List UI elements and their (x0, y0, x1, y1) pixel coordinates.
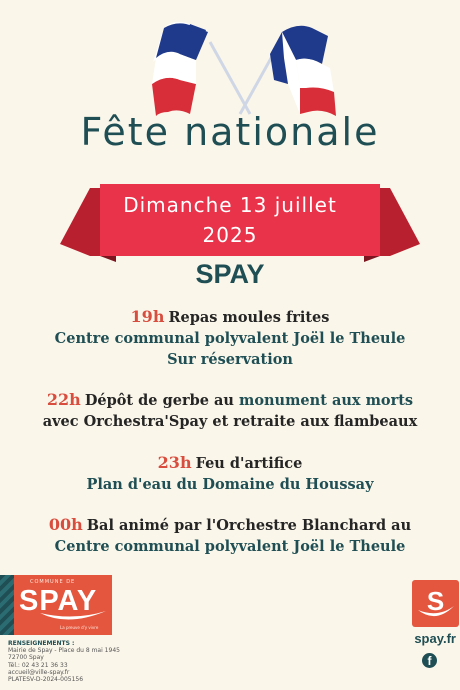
s-swoosh-icon (412, 580, 459, 627)
website-link[interactable]: spay.fr (414, 631, 456, 646)
info-phone: Tél.: 02 43 21 36 33 (8, 661, 68, 669)
event-time: 19h (130, 307, 165, 326)
french-flags-icon (150, 22, 340, 122)
event-time: 23h (157, 453, 192, 472)
event-description: Repas moules frites (168, 309, 330, 326)
event-location: Centre communal polyvalent Joël le Theule (54, 538, 406, 555)
event-19h (10, 306, 450, 370)
logo-small-text: COMMUNE DE (30, 579, 76, 585)
town-title: SPAY (195, 259, 265, 289)
event-location: monument aux morts (238, 392, 414, 409)
event-description: Feu d'artifice (195, 455, 303, 472)
event-23h (10, 452, 450, 495)
svg-text:S: S (426, 586, 445, 616)
spay-logo (0, 575, 112, 635)
contact-info (8, 640, 120, 683)
info-email: accueil@ville-spay.fr (8, 668, 70, 676)
event-date (100, 190, 360, 250)
logo-name: SPAY (19, 585, 98, 617)
event-time: 22h (46, 390, 81, 409)
event-location: Plan d'eau du Domaine du Houssay (86, 476, 374, 493)
info-license: PLATESV-D-2024-005156 (8, 676, 84, 684)
event-location: Centre communal polyvalent Joël le Theule (54, 330, 406, 347)
s-swoosh-logo-icon (412, 580, 459, 627)
info-address: Mairie de Spay - Place du 8 mai 1945 (8, 647, 120, 655)
page-title: Fête nationale (80, 110, 380, 154)
event-details: avec Orchestra'Spay et retraite aux flambeaux (42, 413, 418, 430)
logo-pattern (0, 575, 14, 635)
event-note: Sur réservation (167, 351, 293, 368)
event-description: Dépôt de gerbe au (84, 392, 239, 409)
event-date-line1: Dimanche 13 juillet (123, 193, 337, 217)
info-postcode: 72700 Spay (8, 654, 44, 662)
event-22h (10, 389, 450, 432)
logo-slogan: La preuve d'y vivre (60, 625, 99, 630)
event-description: Bal animé par l'Orchestre Blanchard au (86, 517, 412, 534)
event-00h (10, 514, 450, 557)
event-time: 00h (48, 515, 83, 534)
event-date-year: 2025 (202, 223, 258, 247)
info-heading: RENSEIGNEMENTS : (8, 640, 75, 647)
facebook-icon[interactable]: f (422, 653, 437, 668)
